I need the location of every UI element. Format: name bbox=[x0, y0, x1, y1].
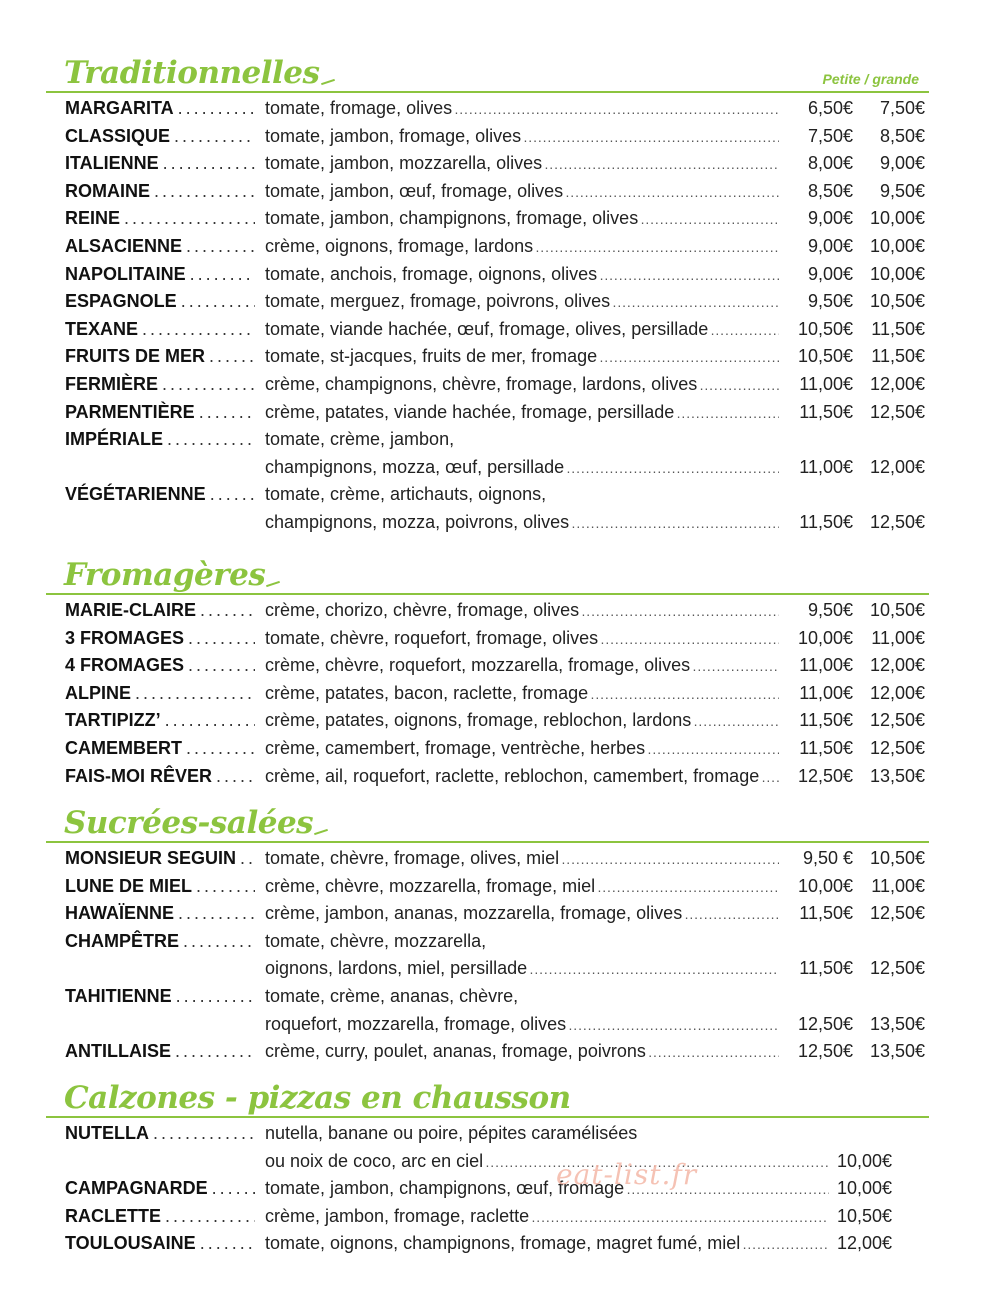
price-small: 11,00€ bbox=[799, 373, 853, 394]
menu-item bbox=[46, 426, 929, 454]
item-description: tomate, jambon, fromage, olives . . . bbox=[265, 123, 779, 152]
price-small: 9,50 € bbox=[802, 848, 853, 868]
menu-item bbox=[46, 763, 929, 791]
menu-item-continuation bbox=[46, 955, 929, 983]
item-name: MONSIEUR SEGUIN . . . bbox=[65, 845, 255, 873]
menu-item bbox=[46, 150, 929, 178]
item-description: tomate, oignons, champignons, fromage, magret fumé, miel . . . bbox=[265, 1230, 829, 1259]
menu-item bbox=[46, 735, 929, 763]
price-large: 10,00€ bbox=[869, 263, 925, 284]
menu-item bbox=[46, 205, 929, 233]
price-large: 10,50€ bbox=[869, 600, 925, 620]
item-description: roquefort, mozzarella, fromage, olives . . . bbox=[265, 1011, 779, 1040]
column-header-sizes: Petite / grande bbox=[822, 71, 919, 87]
item-description: crème, patates, bacon, raclette, fromage . . . bbox=[265, 680, 779, 709]
menu-item bbox=[46, 900, 929, 928]
item-description: tomate, chèvre, mozzarella, bbox=[265, 930, 487, 951]
price-small: 8,50€ bbox=[807, 180, 853, 201]
item-name: FERMIÈRE . . . bbox=[65, 371, 255, 399]
item-description: tomate, merguez, fromage, poivrons, olives . . . bbox=[265, 288, 779, 317]
price-large: 13,50€ bbox=[869, 1041, 925, 1062]
menu-item bbox=[46, 261, 929, 289]
menu-item bbox=[46, 1038, 929, 1066]
price-large: 13,50€ bbox=[869, 765, 925, 786]
price-small: 12,50€ bbox=[797, 1013, 853, 1034]
section-title: Calzones - pizzas en chausson bbox=[64, 1080, 571, 1116]
price-large: 10,00€ bbox=[869, 235, 925, 256]
price-small: 9,50€ bbox=[807, 600, 853, 620]
item-description: tomate, jambon, champignons, fromage, olives . . . bbox=[265, 205, 779, 234]
item-description: tomate, crème, artichauts, oignons, bbox=[265, 484, 547, 505]
item-description: crème, patates, oignons, fromage, reblochon, lardons . . . bbox=[265, 707, 779, 736]
watermark: eat-list.fr bbox=[556, 1158, 698, 1191]
price-small: 12,50€ bbox=[797, 765, 853, 786]
price-large: 9,00€ bbox=[879, 153, 925, 174]
item-name: MARGARITA . . . bbox=[65, 95, 255, 123]
price-large: 12,00€ bbox=[869, 682, 925, 703]
price-small: 11,00€ bbox=[799, 655, 853, 676]
price-large: 11,00€ bbox=[871, 875, 925, 896]
price-large: 10,50€ bbox=[869, 291, 925, 312]
price-large: 11,00€ bbox=[871, 627, 925, 648]
price-large: 12,00€ bbox=[869, 456, 925, 477]
price-large: 13,50€ bbox=[869, 1013, 925, 1034]
section-traditionnelles bbox=[46, 55, 929, 537]
item-name: IMPÉRIALE . . . bbox=[65, 426, 255, 454]
item-name: RACLETTE . . . bbox=[65, 1203, 255, 1231]
price-small: 11,50€ bbox=[799, 903, 853, 924]
item-description: crème, chèvre, roquefort, mozzarella, fromage, olives . . . bbox=[265, 652, 779, 681]
price-small: 9,00€ bbox=[807, 263, 853, 284]
item-name: ANTILLAISE . . . bbox=[65, 1038, 255, 1066]
item-name: CAMPAGNARDE . . . bbox=[65, 1175, 255, 1203]
menu-items bbox=[46, 1118, 929, 1258]
price-small: 7,50€ bbox=[807, 125, 853, 146]
section-header bbox=[46, 55, 929, 91]
price-small: 11,50€ bbox=[799, 710, 853, 731]
item-description: tomate, chèvre, fromage, olives, miel . . . bbox=[265, 845, 779, 874]
menu-item bbox=[46, 680, 929, 708]
item-name: TEXANE . . . bbox=[65, 316, 255, 344]
section-header bbox=[46, 1080, 929, 1116]
price-small: 9,00€ bbox=[807, 208, 853, 229]
menu-item bbox=[46, 928, 929, 956]
price-small: 11,50€ bbox=[799, 958, 853, 979]
item-description: tomate, crème, ananas, chèvre, bbox=[265, 985, 519, 1006]
price-small: 11,00€ bbox=[799, 682, 853, 703]
item-description: tomate, chèvre, roquefort, fromage, olives . . . bbox=[265, 625, 779, 654]
price-large: 12,00€ bbox=[869, 655, 925, 676]
item-name: REINE . . . bbox=[65, 205, 255, 233]
menu-item bbox=[46, 1230, 929, 1258]
price-small: 11,50€ bbox=[799, 737, 853, 758]
section-title: Fromagères bbox=[64, 560, 280, 591]
item-name: FRUITS DE MER . . . bbox=[65, 343, 255, 371]
title-swash-icon bbox=[266, 581, 280, 587]
item-description: tomate, jambon, œuf, fromage, olives . . . bbox=[265, 178, 779, 207]
price-small: 6,50€ bbox=[807, 98, 853, 118]
price-large: 12,50€ bbox=[869, 958, 925, 979]
item-name: TOULOUSAINE . . . bbox=[65, 1230, 255, 1258]
menu-item bbox=[46, 1120, 929, 1148]
menu-item bbox=[46, 95, 929, 123]
section-calzones bbox=[46, 1080, 929, 1258]
price-small: 10,50€ bbox=[797, 346, 853, 367]
item-description: crème, patates, viande hachée, fromage, persillade . . . bbox=[265, 399, 779, 428]
menu-item bbox=[46, 123, 929, 151]
price-large: 9,50€ bbox=[879, 180, 925, 201]
price: 12,00€ bbox=[836, 1233, 892, 1254]
item-description: tomate, st-jacques, fruits de mer, fromage . . . bbox=[265, 343, 779, 372]
item-name: 3 FROMAGES . . . bbox=[65, 625, 255, 653]
item-name: NUTELLA . . . bbox=[65, 1120, 255, 1148]
section-sucrees-salees bbox=[46, 805, 929, 1066]
item-description: crème, chèvre, mozzarella, fromage, miel . . . bbox=[265, 873, 779, 902]
section-title: Traditionnelles bbox=[64, 58, 335, 89]
section-header bbox=[46, 805, 929, 841]
item-name: ROMAINE . . . bbox=[65, 178, 255, 206]
menu-items bbox=[46, 93, 929, 537]
price-small: 12,50€ bbox=[797, 1041, 853, 1062]
menu-item bbox=[46, 1175, 929, 1203]
price-small: 11,00€ bbox=[799, 456, 853, 477]
menu-item bbox=[46, 481, 929, 509]
item-name: MARIE-CLAIRE . . . bbox=[65, 597, 255, 625]
section-header bbox=[46, 557, 929, 593]
menu-items bbox=[46, 595, 929, 790]
item-name: HAWAÏENNE . . . bbox=[65, 900, 255, 928]
menu-item bbox=[46, 343, 929, 371]
item-description: tomate, anchois, fromage, oignons, olives . . . bbox=[265, 261, 779, 290]
menu-item-continuation bbox=[46, 454, 929, 482]
item-name: NAPOLITAINE . . . bbox=[65, 261, 255, 289]
item-name: CLASSIQUE . . . bbox=[65, 123, 255, 151]
menu-item bbox=[46, 625, 929, 653]
item-description: nutella, banane ou poire, pépites caramélisées bbox=[265, 1123, 638, 1143]
menu-item bbox=[46, 316, 929, 344]
price: 10,50€ bbox=[836, 1205, 892, 1226]
item-name: ALSACIENNE . . . bbox=[65, 233, 255, 261]
item-description: champignons, mozza, poivrons, olives . . . bbox=[265, 509, 779, 538]
section-fromageres bbox=[46, 557, 929, 790]
price-small: 11,50€ bbox=[799, 401, 853, 422]
item-description: crème, camembert, fromage, ventrèche, herbes . . . bbox=[265, 735, 779, 764]
price-large: 11,50€ bbox=[871, 318, 925, 339]
menu-item bbox=[46, 873, 929, 901]
menu-item bbox=[46, 845, 929, 873]
price-small: 8,00€ bbox=[807, 153, 853, 174]
item-description: tomate, fromage, olives . . . bbox=[265, 95, 779, 124]
price-large: 12,50€ bbox=[869, 903, 925, 924]
price: 10,00€ bbox=[836, 1150, 892, 1171]
item-name: LUNE DE MIEL . . . bbox=[65, 873, 255, 901]
price-large: 11,50€ bbox=[871, 346, 925, 367]
menu-item bbox=[46, 652, 929, 680]
price-large: 12,00€ bbox=[869, 373, 925, 394]
item-name: 4 FROMAGES . . . bbox=[65, 652, 255, 680]
menu-item bbox=[46, 707, 929, 735]
item-name: FAIS-MOI RÊVER . . . bbox=[65, 763, 255, 791]
title-swash-icon bbox=[314, 829, 328, 835]
menu-item-continuation bbox=[46, 1148, 929, 1176]
price-large: 8,50€ bbox=[879, 125, 925, 146]
menu-items bbox=[46, 843, 929, 1066]
menu-item bbox=[46, 178, 929, 206]
menu-item-continuation bbox=[46, 509, 929, 537]
menu-item bbox=[46, 233, 929, 261]
item-description: oignons, lardons, miel, persillade . . . bbox=[265, 955, 779, 984]
menu-item-continuation bbox=[46, 1011, 929, 1039]
price-large: 7,50€ bbox=[879, 98, 925, 118]
item-description: champignons, mozza, œuf, persillade . . . bbox=[265, 454, 779, 483]
item-name: CHAMPÊTRE . . . bbox=[65, 928, 255, 956]
item-description: crème, jambon, ananas, mozzarella, fromage, olives . . . bbox=[265, 900, 779, 929]
menu-item bbox=[46, 288, 929, 316]
item-name: CAMEMBERT . . . bbox=[65, 735, 255, 763]
menu-item bbox=[46, 597, 929, 625]
item-description: crème, chorizo, chèvre, fromage, olives . . . bbox=[265, 597, 779, 626]
item-description: ou noix de coco, arc en ciel . . . bbox=[265, 1148, 829, 1177]
price-small: 11,50€ bbox=[799, 511, 853, 532]
item-name: ALPINE . . . bbox=[65, 680, 255, 708]
item-description: crème, ail, roquefort, raclette, reblochon, camembert, fromage . . . bbox=[265, 763, 779, 792]
menu-item bbox=[46, 371, 929, 399]
item-description: tomate, jambon, mozzarella, olives . . . bbox=[265, 150, 779, 179]
item-description: tomate, viande hachée, œuf, fromage, olives, persillade . . . bbox=[265, 316, 779, 345]
item-description: crème, curry, poulet, ananas, fromage, poivrons . . . bbox=[265, 1038, 779, 1067]
price-small: 10,00€ bbox=[797, 875, 853, 896]
item-name: TARTIPIZZ’ . . . bbox=[65, 707, 255, 735]
item-description: crème, champignons, chèvre, fromage, lardons, olives . . . bbox=[265, 371, 779, 400]
item-description: tomate, crème, jambon, bbox=[265, 429, 455, 450]
menu-item bbox=[46, 983, 929, 1011]
price-small: 9,50€ bbox=[807, 291, 853, 312]
item-name: VÉGÉTARIENNE . . . bbox=[65, 481, 255, 509]
price-large: 12,50€ bbox=[869, 401, 925, 422]
menu-item bbox=[46, 1203, 929, 1231]
price: 10,00€ bbox=[836, 1178, 892, 1199]
price-large: 10,50€ bbox=[869, 848, 925, 868]
item-name: ITALIENNE . . . bbox=[65, 150, 255, 178]
item-name: TAHITIENNE . . . bbox=[65, 983, 255, 1011]
item-name: PARMENTIÈRE . . . bbox=[65, 399, 255, 427]
price-large: 12,50€ bbox=[869, 710, 925, 731]
menu-item bbox=[46, 399, 929, 427]
item-description: tomate, jambon, champignons, œuf, fromage . . . bbox=[265, 1175, 829, 1204]
price-small: 10,00€ bbox=[797, 627, 853, 648]
price-large: 10,00€ bbox=[869, 208, 925, 229]
price-large: 12,50€ bbox=[869, 737, 925, 758]
item-name: ESPAGNOLE . . . bbox=[65, 288, 255, 316]
item-description: crème, jambon, fromage, raclette . . . bbox=[265, 1203, 829, 1232]
title-swash-icon bbox=[321, 79, 335, 85]
price-small: 9,00€ bbox=[807, 235, 853, 256]
item-description: crème, oignons, fromage, lardons . . . bbox=[265, 233, 779, 262]
section-title: Sucrées-salées bbox=[64, 808, 328, 839]
price-large: 12,50€ bbox=[869, 511, 925, 532]
price-small: 10,50€ bbox=[797, 318, 853, 339]
